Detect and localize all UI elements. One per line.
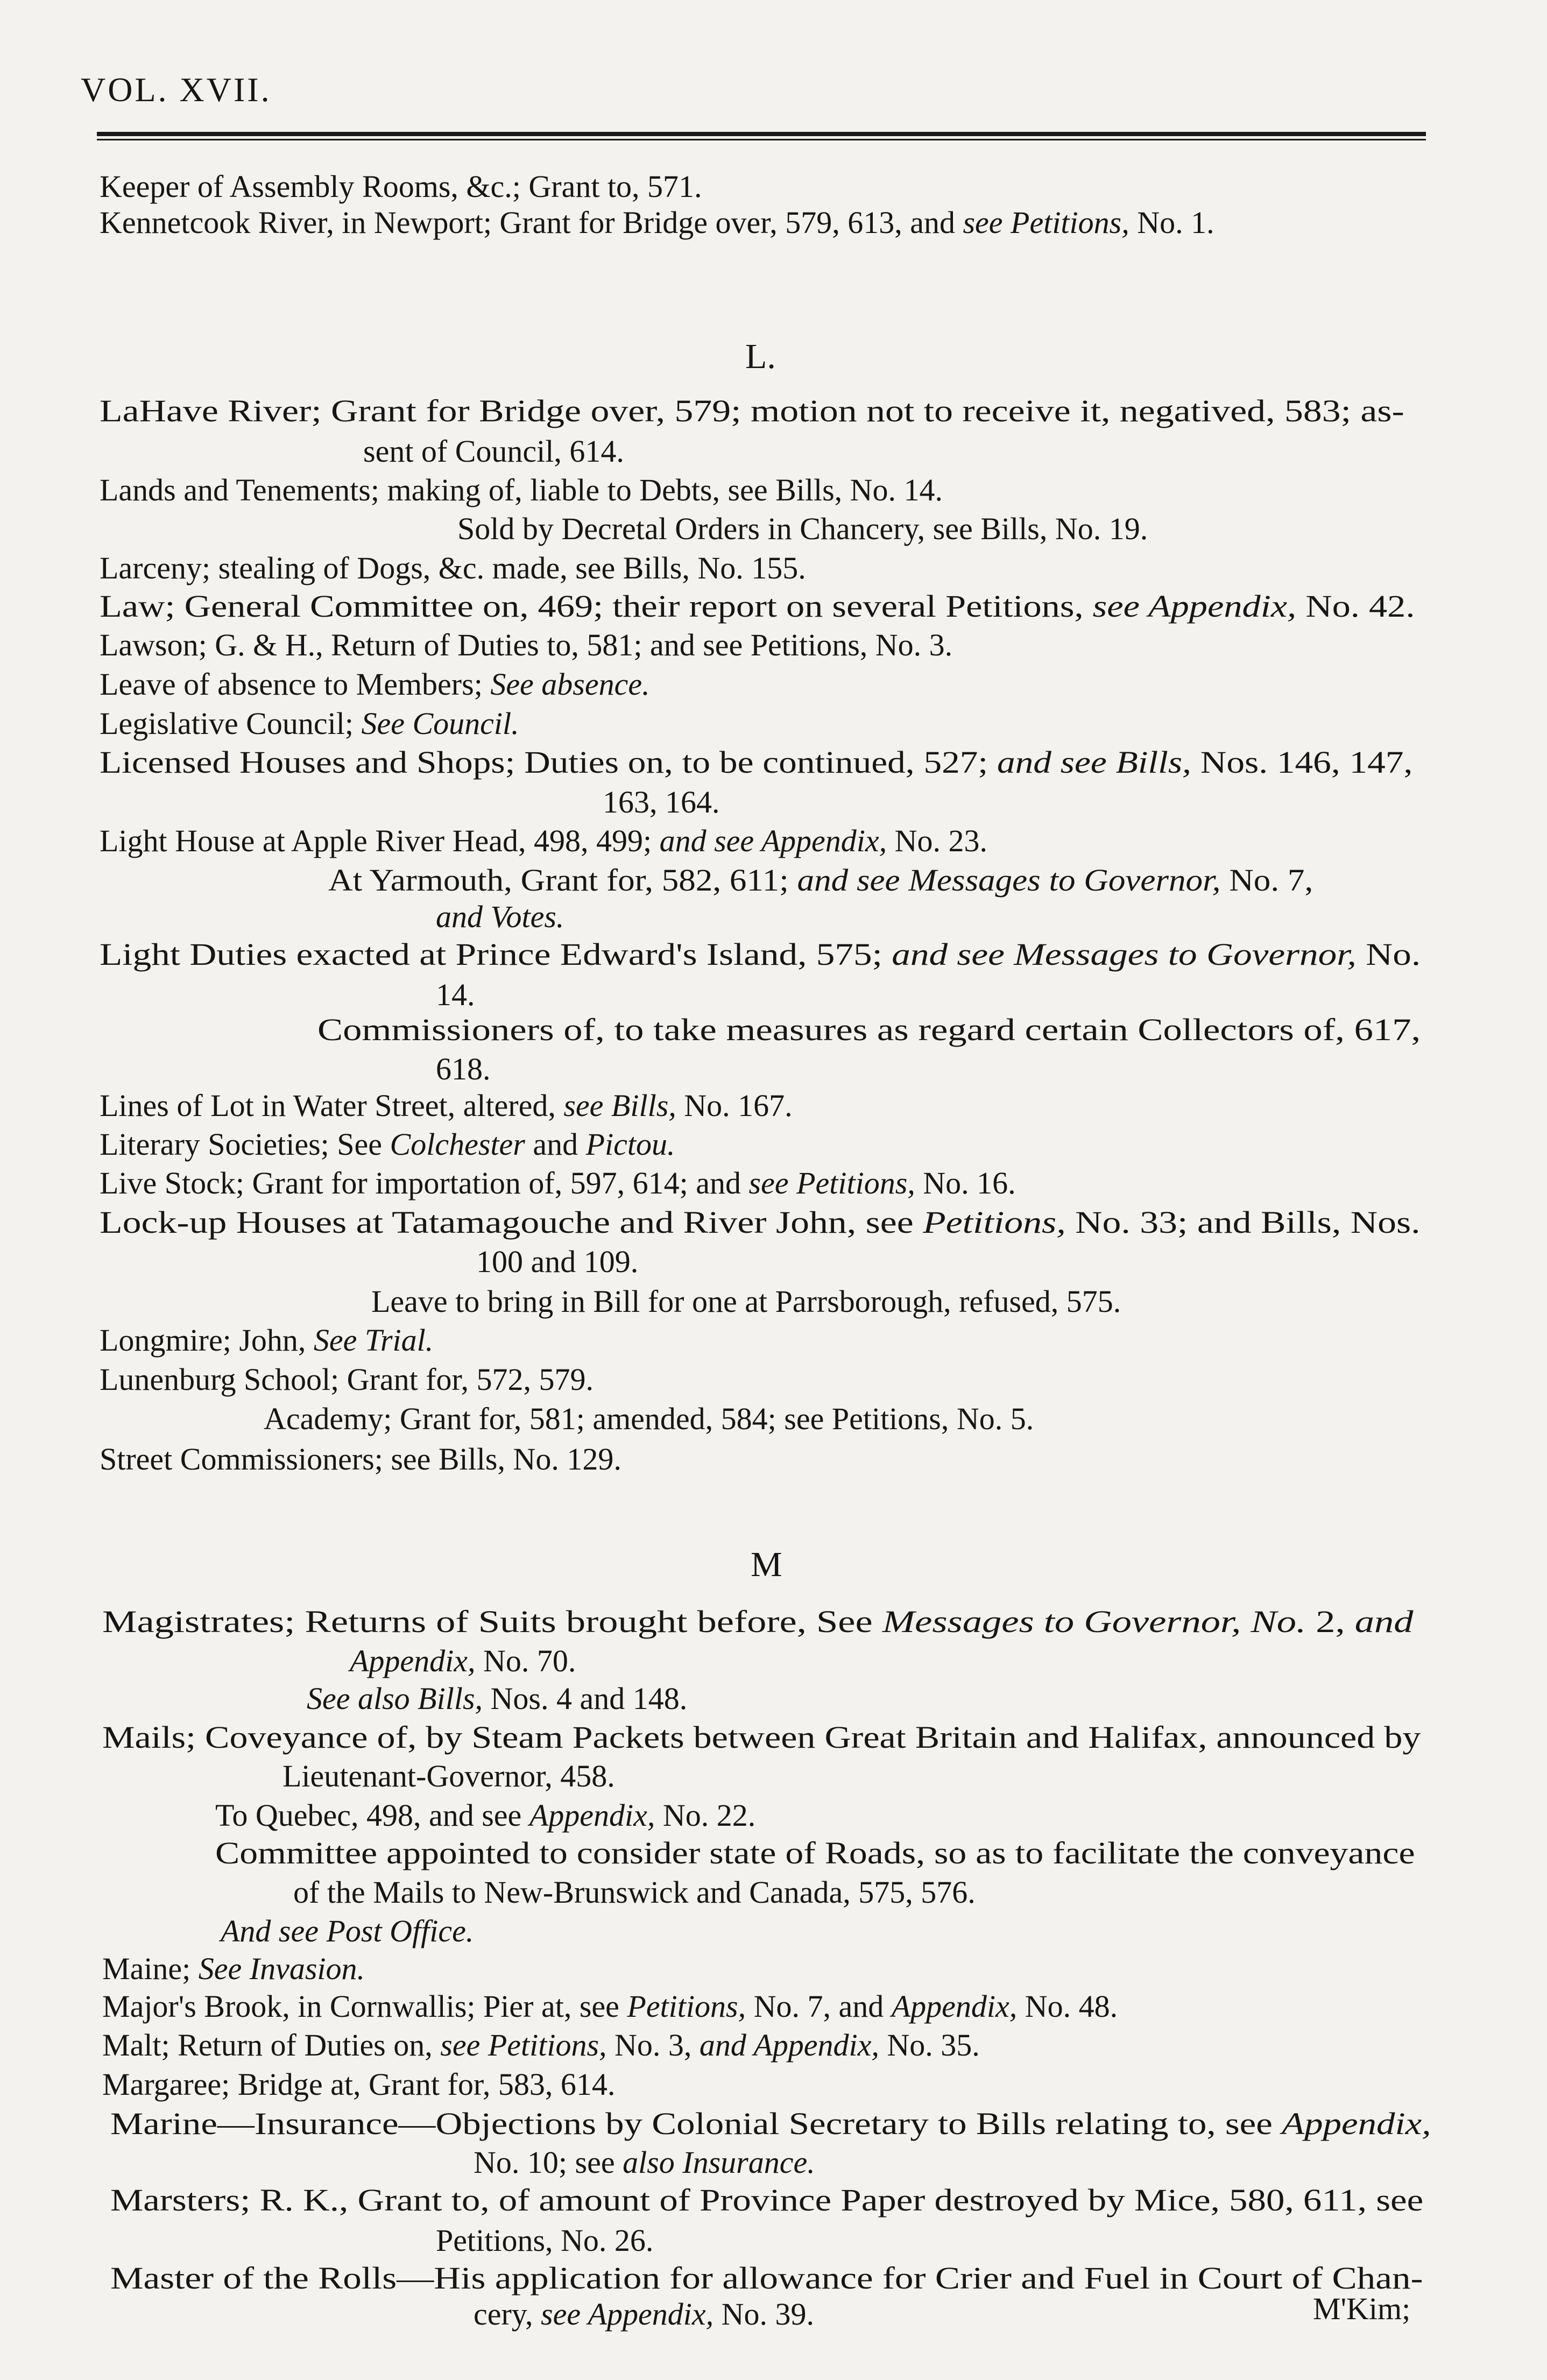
index-entry-line bbox=[371, 1286, 1121, 1317]
entry-text: No. bbox=[1356, 937, 1421, 972]
index-entry-line bbox=[350, 1645, 576, 1677]
entry-text: Lunenburg School; Grant for, 572, 579. bbox=[100, 1362, 594, 1397]
entry-text: Light House at Apple River Head, 498, 499; bbox=[100, 823, 660, 858]
index-entry-line bbox=[100, 1207, 1421, 1238]
entry-text: Leave of absence to Members; bbox=[100, 667, 491, 702]
entry-text: 14. bbox=[436, 977, 475, 1012]
index-entry-line bbox=[100, 393, 1404, 428]
index-entry-line bbox=[100, 1444, 621, 1475]
entry-text: No. 42. bbox=[1296, 589, 1415, 624]
italic-text: Appendix, bbox=[529, 1798, 655, 1833]
italic-text: and see Messages to Governor, bbox=[797, 863, 1221, 898]
index-entry-line bbox=[307, 1683, 687, 1714]
italic-text: And see Post Office. bbox=[221, 1913, 474, 1948]
index-entry-line bbox=[102, 1953, 365, 1984]
italic-text: and see Messages to Governor, bbox=[892, 937, 1357, 972]
italic-text: Colchester bbox=[390, 1127, 525, 1162]
index-entry-line bbox=[110, 2185, 1423, 2216]
entry-text: Live Stock; Grant for importation of, 597, 614; and bbox=[100, 1166, 749, 1200]
entry-text: No. 33; and Bills, Nos. bbox=[1065, 1205, 1421, 1240]
entry-text: Master of the Rolls—His application for allowance for Crier and Fuel in Court of Chan- bbox=[110, 2261, 1423, 2296]
entry-text: To Quebec, 498, and see bbox=[215, 1798, 529, 1833]
entry-text: No. 10; see bbox=[474, 2145, 623, 2180]
entry-text: 2, bbox=[1306, 1604, 1355, 1639]
entry-text: Commissioners of, to take measures as regard certain Collectors of, 617, bbox=[317, 1012, 1421, 1047]
section-letter: M bbox=[751, 1545, 782, 1584]
entry-text: Nos. 146, 147, bbox=[1191, 745, 1413, 780]
index-entry-line bbox=[100, 472, 943, 507]
index-entry-line bbox=[264, 1403, 1034, 1435]
index-entry-line bbox=[328, 865, 1313, 896]
index-entry-line bbox=[100, 1129, 675, 1160]
index-entry-line bbox=[476, 1246, 638, 1277]
index-entry-line bbox=[110, 2108, 1431, 2139]
italic-text: and Votes. bbox=[436, 899, 564, 934]
italic-text: and Appendix, bbox=[699, 2028, 879, 2063]
entry-text: Lands and Tenements; making of, liable to Debts, see Bills, No. 14. bbox=[100, 472, 943, 507]
entry-text: Leave to bring in Bill for one at Parrsborough, refused, 575. bbox=[371, 1284, 1121, 1319]
entry-text: Longmire; John, bbox=[100, 1323, 314, 1358]
entry-text: No. 35. bbox=[879, 2028, 980, 2063]
entry-text: Light Duties exacted at Prince Edward's Island, 575; bbox=[100, 937, 892, 972]
italic-text: and see Bills, bbox=[997, 745, 1191, 780]
index-entry-line bbox=[100, 550, 806, 585]
index-entry-line bbox=[100, 171, 702, 202]
italic-text: Pictou. bbox=[585, 1127, 675, 1162]
italic-text: and see Appendix, bbox=[659, 823, 887, 858]
entry-text: Literary Societies; See bbox=[100, 1127, 390, 1162]
entry-text: No. 70. bbox=[475, 1643, 576, 1678]
entry-text: 163, 164. bbox=[603, 785, 720, 820]
index-entry-line bbox=[436, 979, 475, 1011]
header-rule-thin bbox=[97, 139, 1426, 140]
entry-text: No. 22. bbox=[655, 1798, 756, 1833]
entry-text: Licensed Houses and Shops; Duties on, to be continued, 527; bbox=[100, 745, 997, 780]
index-entry-line bbox=[100, 591, 1415, 622]
index-entry-line bbox=[100, 1090, 793, 1121]
entry-text: Lawson; G. & H., Return of Duties to, 581; and see Petitions, No. 3. bbox=[100, 627, 953, 662]
index-entry-line bbox=[363, 436, 624, 467]
entry-text: Mails; Coveyance of, by Steam Packets between Great Britain and Halifax, announced by bbox=[102, 1720, 1421, 1755]
index-entry-line bbox=[100, 1325, 433, 1356]
italic-text: see Appendix, bbox=[541, 2297, 714, 2332]
italic-text: See Council. bbox=[361, 706, 519, 741]
index-entry-line bbox=[102, 1991, 1118, 2022]
italic-text: See Invasion. bbox=[198, 1951, 365, 1986]
entry-text: Lieutenant-Governor, 458. bbox=[282, 1758, 615, 1793]
italic-text: See Trial. bbox=[313, 1323, 434, 1358]
index-entry-line bbox=[100, 939, 1421, 970]
entry-text: No. 1. bbox=[1129, 205, 1214, 240]
entry-text: LaHave River; Grant for Bridge over, 579; motion not to receive it, negatived, 583; as- bbox=[100, 393, 1404, 428]
index-entry-line bbox=[215, 1835, 1415, 1870]
italic-text: also Insurance. bbox=[623, 2145, 815, 2180]
index-entry-line bbox=[102, 2030, 980, 2061]
index-entry-line bbox=[221, 1913, 474, 1948]
italic-text: and bbox=[1354, 1604, 1414, 1639]
index-entry-line bbox=[100, 1168, 1016, 1199]
entry-text: Keeper of Assembly Rooms, &c.; Grant to, 571. bbox=[100, 169, 702, 204]
entry-text: Marine—Insurance—Objections by Colonial Secretary to Bills relating to, see bbox=[110, 2106, 1282, 2141]
entry-text: Lock-up Houses at Tatamagouche and River John, see bbox=[100, 1205, 923, 1240]
italic-text: Appendix, bbox=[350, 1643, 476, 1678]
entry-text: Magistrates; Returns of Suits brought before, See bbox=[102, 1604, 882, 1639]
index-entry-line bbox=[282, 1758, 615, 1793]
entry-text: Petitions, No. 26. bbox=[436, 2223, 654, 2258]
index-entry-line bbox=[100, 627, 953, 662]
index-entry-line bbox=[436, 2225, 653, 2256]
entry-text: and bbox=[525, 1127, 586, 1162]
entry-text: Sold by Decretal Orders in Chancery, see Bills, No. 19. bbox=[457, 511, 1148, 546]
entry-text: 100 and 109. bbox=[476, 1244, 639, 1279]
index-entry-line bbox=[293, 1877, 976, 1908]
italic-text: Appendix, bbox=[891, 1989, 1018, 2024]
index-entry-line bbox=[102, 1606, 1414, 1637]
entry-text: No. 167. bbox=[676, 1088, 793, 1123]
header-rule bbox=[97, 132, 1426, 136]
entry-text: Academy; Grant for, 581; amended, 584; see Petitions, No. 5. bbox=[264, 1401, 1034, 1436]
entry-text: Street Commissioners; see Bills, No. 129. bbox=[100, 1442, 621, 1477]
index-entry-line bbox=[100, 669, 650, 700]
index-entry-line bbox=[100, 1364, 594, 1395]
italic-text: see Petitions, bbox=[963, 205, 1129, 240]
index-entry-line bbox=[215, 1800, 755, 1831]
entry-text: Margaree; Bridge at, Grant for, 583, 614. bbox=[102, 2067, 616, 2102]
entry-text: Law; General Committee on, 469; their report on several Petitions, bbox=[100, 589, 1093, 624]
entry-text: Legislative Council; bbox=[100, 706, 362, 741]
index-entry-line bbox=[457, 513, 1148, 545]
italic-text: see Bills, bbox=[563, 1088, 676, 1123]
italic-text: See also Bills, bbox=[307, 1681, 483, 1716]
index-entry-line bbox=[474, 2147, 815, 2178]
entry-text: No. 7, bbox=[1220, 863, 1313, 898]
index-entry-line bbox=[100, 825, 987, 857]
italic-text: Petitions, bbox=[923, 1205, 1066, 1240]
entry-text: sent of Council, 614. bbox=[363, 434, 624, 469]
index-entry-line bbox=[436, 901, 564, 933]
entry-text: No. 39. bbox=[714, 2297, 814, 2332]
index-entry-line bbox=[100, 207, 1214, 238]
volume-header: VOL. XVII. bbox=[81, 70, 272, 109]
entry-text: Malt; Return of Duties on, bbox=[102, 2028, 441, 2063]
entry-text: At Yarmouth, Grant for, 582, 611; bbox=[328, 863, 797, 898]
entry-text: of the Mails to New-Brunswick and Canada, 575, 576. bbox=[293, 1875, 976, 1910]
entry-text: Maine; bbox=[102, 1951, 199, 1986]
index-entry-line bbox=[110, 2263, 1423, 2294]
index-entry-line bbox=[474, 2299, 814, 2330]
index-entry-line bbox=[317, 1014, 1421, 1046]
entry-text: No. 7, and bbox=[746, 1989, 892, 2024]
entry-text: Committee appointed to consider state of Roads, so as to facilitate the conveyance bbox=[215, 1835, 1415, 1870]
index-entry-line bbox=[102, 2069, 615, 2100]
entry-text: No. 23. bbox=[887, 823, 988, 858]
italic-text: Appendix, bbox=[1282, 2106, 1431, 2141]
entry-text: No. 16. bbox=[915, 1166, 1016, 1200]
entry-text: No. 48. bbox=[1017, 1989, 1118, 2024]
index-entry-line bbox=[436, 1051, 491, 1086]
italic-text: Messages to Governor, No. bbox=[882, 1604, 1306, 1639]
index-entry-line bbox=[603, 787, 720, 818]
entry-text: 618. bbox=[436, 1051, 491, 1086]
italic-text: Petitions, bbox=[627, 1989, 746, 2024]
entry-text: Larceny; stealing of Dogs, &c. made, see Bills, No. 155. bbox=[100, 550, 806, 585]
entry-text: Marsters; R. K., Grant to, of amount of Province Paper destroyed by Mice, 580, 611, see bbox=[110, 2183, 1424, 2217]
entry-text: cery, bbox=[474, 2297, 541, 2332]
index-entry-line bbox=[100, 708, 519, 739]
section-letter: L. bbox=[745, 337, 776, 376]
index-entry-line bbox=[100, 747, 1412, 778]
entry-text: Lines of Lot in Water Street, altered, bbox=[100, 1088, 564, 1123]
entry-text: Kennetcook River, in Newport; Grant for Bridge over, 579, 613, and bbox=[100, 205, 963, 240]
catchword: M'Kim; bbox=[1313, 2291, 1411, 2326]
index-entry-line bbox=[102, 1722, 1421, 1753]
entry-text: Major's Brook, in Cornwallis; Pier at, see bbox=[102, 1989, 627, 2024]
italic-text: see Petitions, bbox=[440, 2028, 607, 2063]
italic-text: See absence. bbox=[490, 667, 650, 702]
entry-text: No. 3, bbox=[606, 2028, 700, 2063]
italic-text: see Appendix, bbox=[1092, 589, 1297, 624]
italic-text: see Petitions, bbox=[748, 1166, 915, 1200]
entry-text: Nos. 4 and 148. bbox=[483, 1681, 688, 1716]
